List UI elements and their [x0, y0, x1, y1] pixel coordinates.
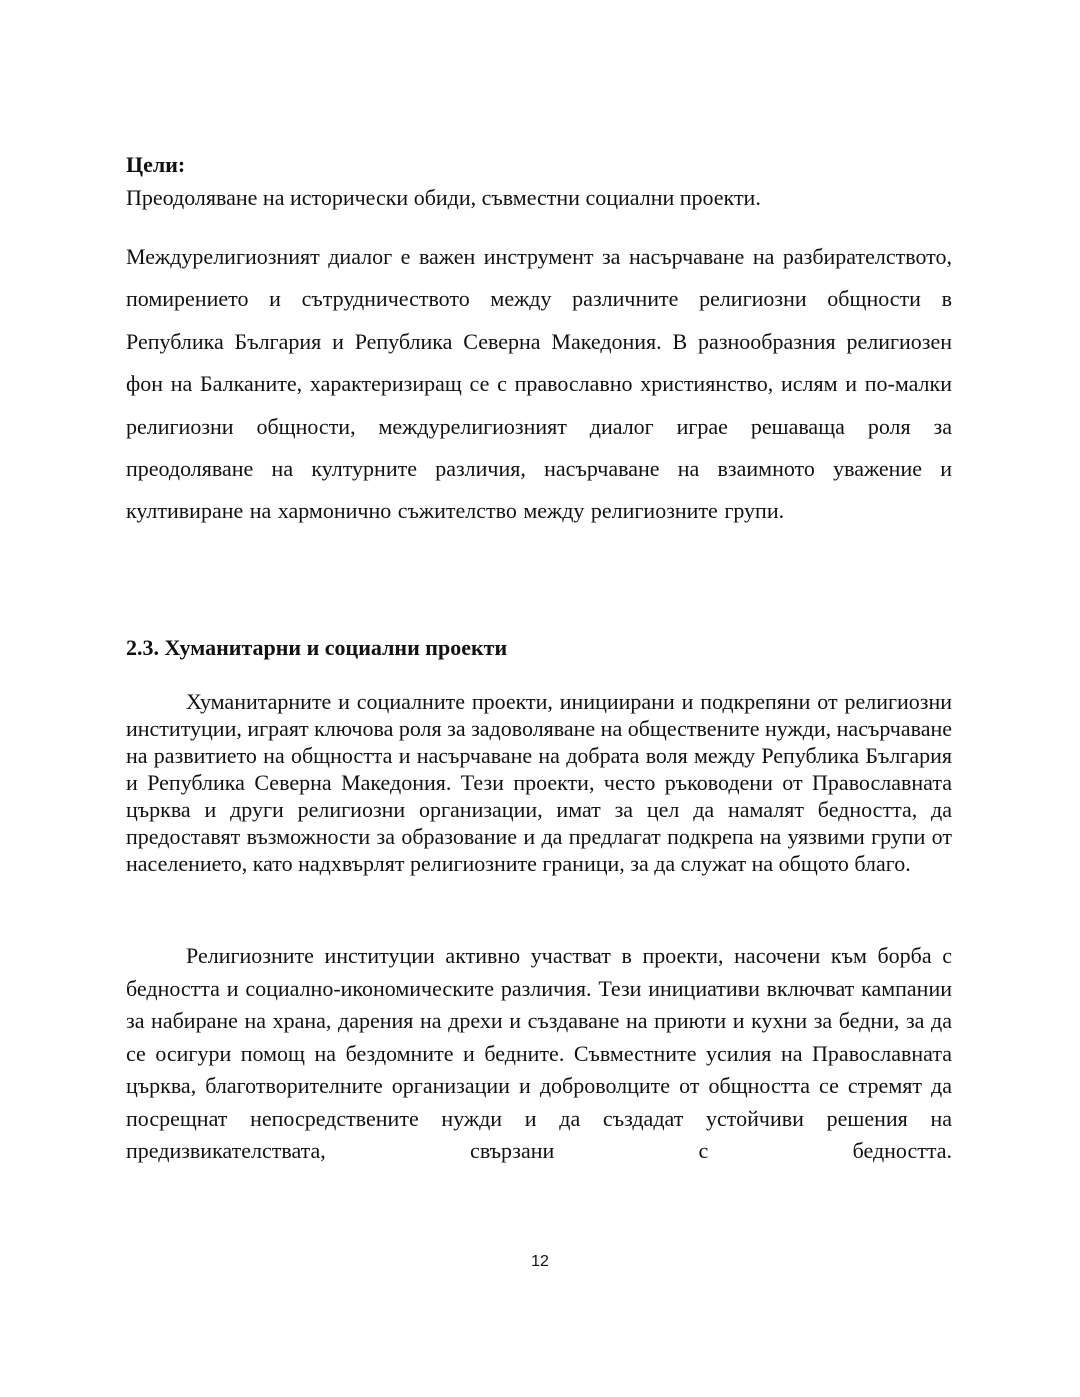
goals-heading: Цели: [126, 152, 186, 177]
paragraph-interreligious-dialogue: Междурелигиозният диалог е важен инструмент за насърчаване на разбирателството, помирението и сътрудничеството между различните религиозни общности в Република България и Република Северна Македония. В разнообразния религиозен фон на Балканите, характеризиращ се с православно християнство, ислям и по-малки религиозни общности, междурелигиозният диалог играе решаваща роля за преодоляване на културните различия, насърчаване на взаимното уважение и култивиране на хармонично съжителство между религиозните групи. [126, 244, 952, 524]
paragraph-humanitarian-projects: Хуманитарните и социалните проекти, инициирани и подкрепяни от религиозни институции, играят ключова роля за задоволяване на обществените нужди, насърчаване на развитието на общността и насърчаване на добрата воля между Република България и Република Северна Македония. Тези проекти, често ръководени от Православната църква и други религиозни организации, имат за цел да намалят бедността, да предоставят възможности за образование и да предлагат подкрепа на уязвими групи от населението, като надхвърлят религиозните граници, за да служат на общото благо. [126, 689, 953, 876]
paragraph-poverty-projects: Религиозните институции активно участват в проекти, насочени към борба с бедността и социално-икономическите различия. Тези инициативи включват кампании за набиране на храна, дарения на дрехи и създаване на приюти и кухни за бедни, за да се осигури помощ на бездомните и бедните. Съвместните усилия на Православната църква, благотворителните организации и доброволците от общността се стремят да посрещнат непосредствените нужди и да създадат устойчиви решения на предизвикателствата, свързани с бедността. [126, 943, 952, 1163]
section-heading: 2.3. Хуманитарни и социални проекти [126, 635, 508, 660]
goals-text: Преодоляване на исторически обиди, съвместни социални проекти. [126, 185, 761, 210]
page-number: 12 [531, 1253, 549, 1270]
